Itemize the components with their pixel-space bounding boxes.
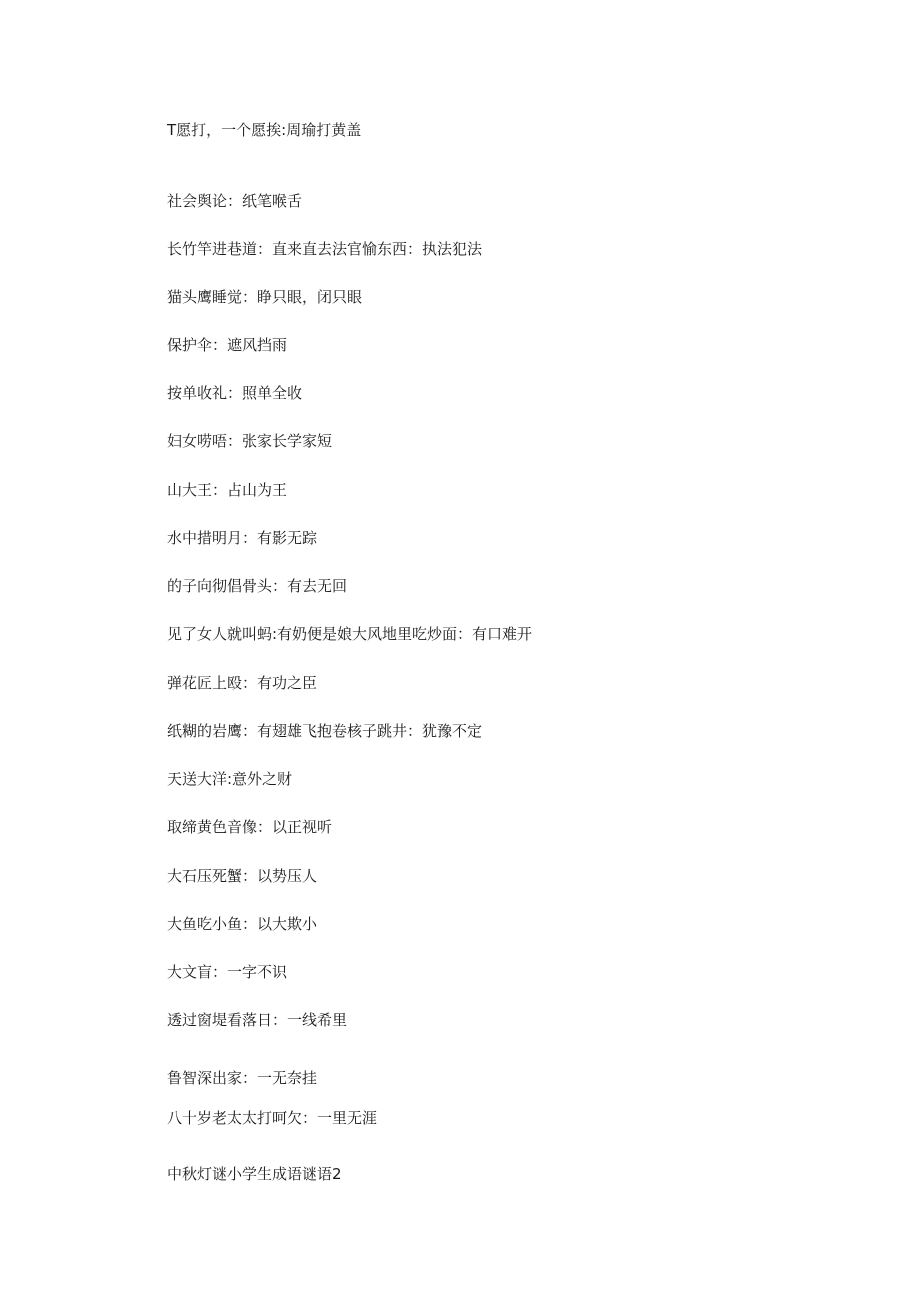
riddle-line: 八十岁老太太打呵欠：一里无涯 [167, 1109, 378, 1127]
riddle-line: 天送大洋:意外之财 [167, 770, 293, 788]
riddle-line: 山大王：占山为王 [167, 481, 288, 499]
riddle-line: T愿打，一个愿挨:周瑜打黄盖 [167, 121, 362, 139]
riddle-line: 大鱼吃小鱼：以大欺小 [167, 915, 318, 933]
riddle-line: 大石压死蟹：以势压人 [167, 867, 318, 885]
section-heading: 中秋灯谜小学生成语谜语2 [167, 1165, 342, 1183]
riddle-line: 妇女唠唔：张家长学家短 [167, 432, 333, 450]
riddle-line: 弹花匠上殴：有功之臣 [167, 674, 318, 692]
riddle-line: 长竹竿进巷道：直来直去法官愉东西：执法犯法 [167, 240, 483, 258]
riddle-line: 猫头鹰睡觉：睁只眼，闭只眼 [167, 288, 363, 306]
riddle-line: 透过窗堤看落日：一线希里 [167, 1011, 348, 1029]
riddle-line: 按单收礼：照单全收 [167, 384, 303, 402]
riddle-line: 取缔黄色音像：以正视听 [167, 818, 333, 836]
riddle-line: 的子向彻倡骨头：有去无回 [167, 577, 348, 595]
riddle-line: 水中措明月：有影无踪 [167, 529, 318, 547]
riddle-line: 保护伞：遮风挡雨 [167, 336, 288, 354]
riddle-line: 鲁智深出家：一无奈挂 [167, 1069, 318, 1087]
riddle-line: 大文盲：一字不识 [167, 963, 288, 981]
riddle-line: 纸糊的岩鹰：有翅雄飞抱卷核子跳井：犹豫不定 [167, 722, 483, 740]
riddle-line: 见了女人就叫蚂:有奶便是娘大风地里吃炒面：有口难开 [167, 625, 533, 643]
riddle-line: 社会舆论：纸笔喉舌 [167, 192, 303, 210]
